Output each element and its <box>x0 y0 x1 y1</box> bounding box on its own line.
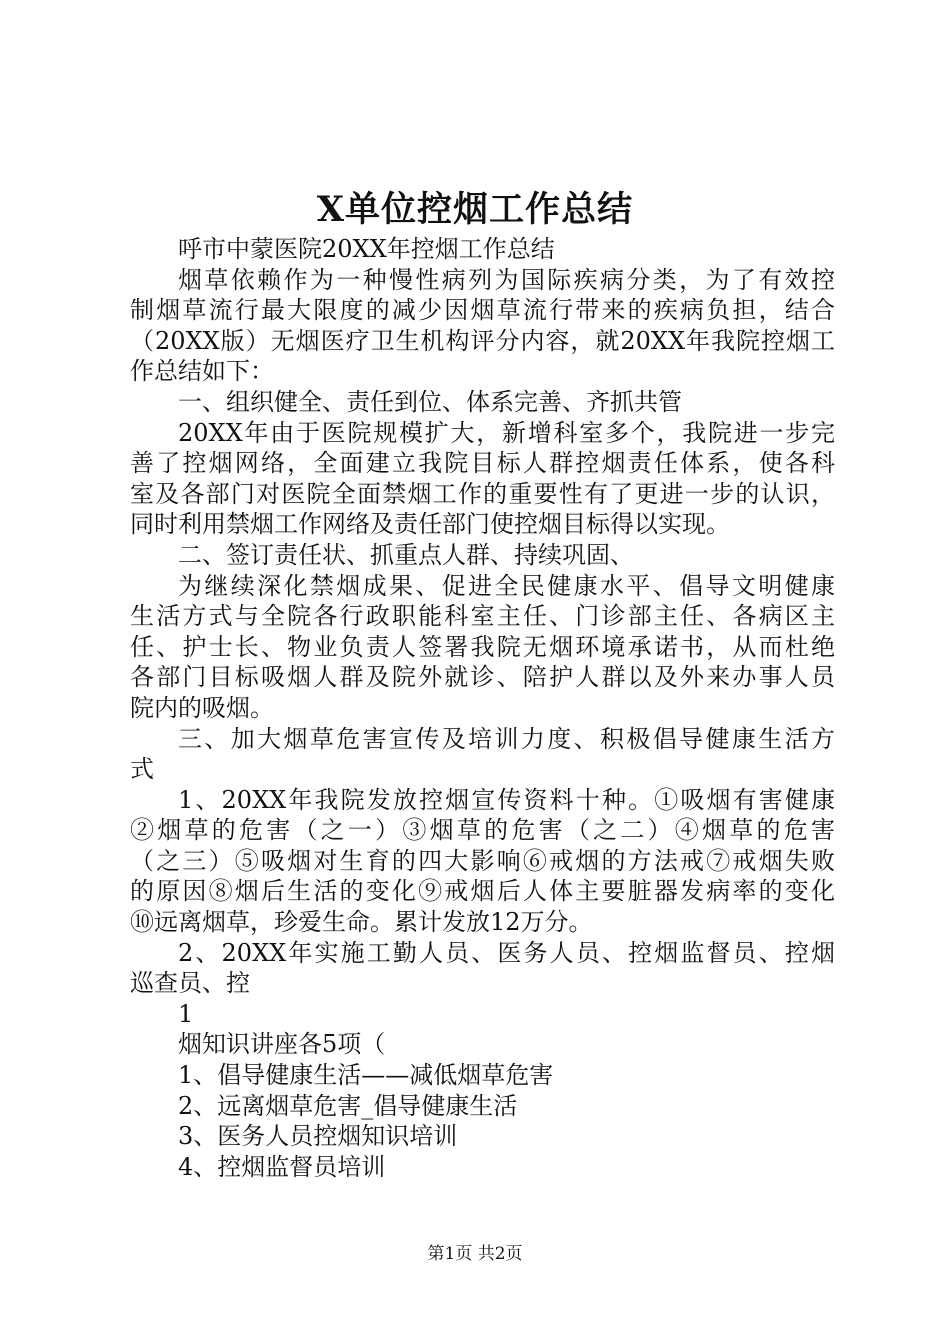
body-line: 为继续深化禁烟成果、促进全民健康水平、倡导文明健康 <box>178 571 835 600</box>
body-line: （20XX版）无烟医疗卫生机构评分内容，就20XX年我院控烟工 <box>130 326 835 355</box>
body-line: 任、护士长、物业负责人签署我院无烟环境承诺书，从而杜绝 <box>130 632 835 661</box>
body-line: 制烟草流行最大限度的减少因烟草流行带来的疾病负担，结合 <box>130 296 835 325</box>
body-line: 二、签订责任状、抓重点人群、持续巩固、 <box>178 540 634 569</box>
body-line: 院内的吸烟。 <box>130 693 274 722</box>
body-line: 烟知识讲座各5项（ <box>178 1030 386 1059</box>
body-line: 2、远离烟草危害_倡导健康生活 <box>178 1091 518 1120</box>
body-line: 1、倡导健康生活——减低烟草危害 <box>178 1061 554 1090</box>
document-title: X单位控烟工作总结 <box>316 189 634 230</box>
body-line: 室及各部门对医院全面禁烟工作的重要性有了更进一步的认识， <box>130 479 835 508</box>
body-line: 20XX年由于医院规模扩大，新增科室多个，我院进一步完 <box>178 418 835 447</box>
body-line: 4、控烟监督员培训 <box>178 1152 386 1181</box>
body-line: 呼市中蒙医院20XX年控烟工作总结 <box>178 235 555 263</box>
body-line: ②烟草的危害（之一）③烟草的危害（之二）④烟草的危害 <box>130 816 835 845</box>
body-line: 一、组织健全、责任到位、体系完善、齐抓共管 <box>178 387 682 416</box>
body-line: 三、加大烟草危害宣传及培训力度、积极倡导健康生活方 <box>178 724 835 753</box>
body-line: 各部门目标吸烟人群及院外就诊、陪护人群以及外来办事人员 <box>130 663 835 692</box>
body-line: 3、医务人员控烟知识培训 <box>178 1122 458 1151</box>
body-line: 生活方式与全院各行政职能科室主任、门诊部主任、各病区主 <box>130 602 835 631</box>
body-line: 同时利用禁烟工作网络及责任部门使控烟目标得以实现。 <box>130 510 730 539</box>
body-line: ⑩远离烟草，珍爱生命。累计发放12万分。 <box>130 908 593 937</box>
body-line: 1 <box>178 999 194 1028</box>
body-line: 式 <box>130 755 154 784</box>
body-line: （之三）⑤吸烟对生育的四大影响⑥戒烟的方法戒⑦戒烟失败 <box>130 846 835 875</box>
body-line: 2、20XX年实施工勤人员、医务人员、控烟监督员、控烟 <box>178 938 835 967</box>
page-footer: 第1页 共2页 <box>427 1244 523 1264</box>
body-line: 1、20XX年我院发放控烟宣传资料十种。①吸烟有害健康 <box>178 785 835 814</box>
body-line: 巡查员、控 <box>130 969 250 998</box>
body-line: 善了控烟网络，全面建立我院目标人群控烟责任体系，使各科 <box>130 449 835 478</box>
body-line: 的原因⑧烟后生活的变化⑨戒烟后人体主要脏器发病率的变化 <box>130 877 835 906</box>
body-line: 作总结如下： <box>130 357 274 386</box>
document-body <box>130 234 835 1182</box>
body-line: 烟草依赖作为一种慢性病列为国际疾病分类，为了有效控 <box>178 265 835 294</box>
